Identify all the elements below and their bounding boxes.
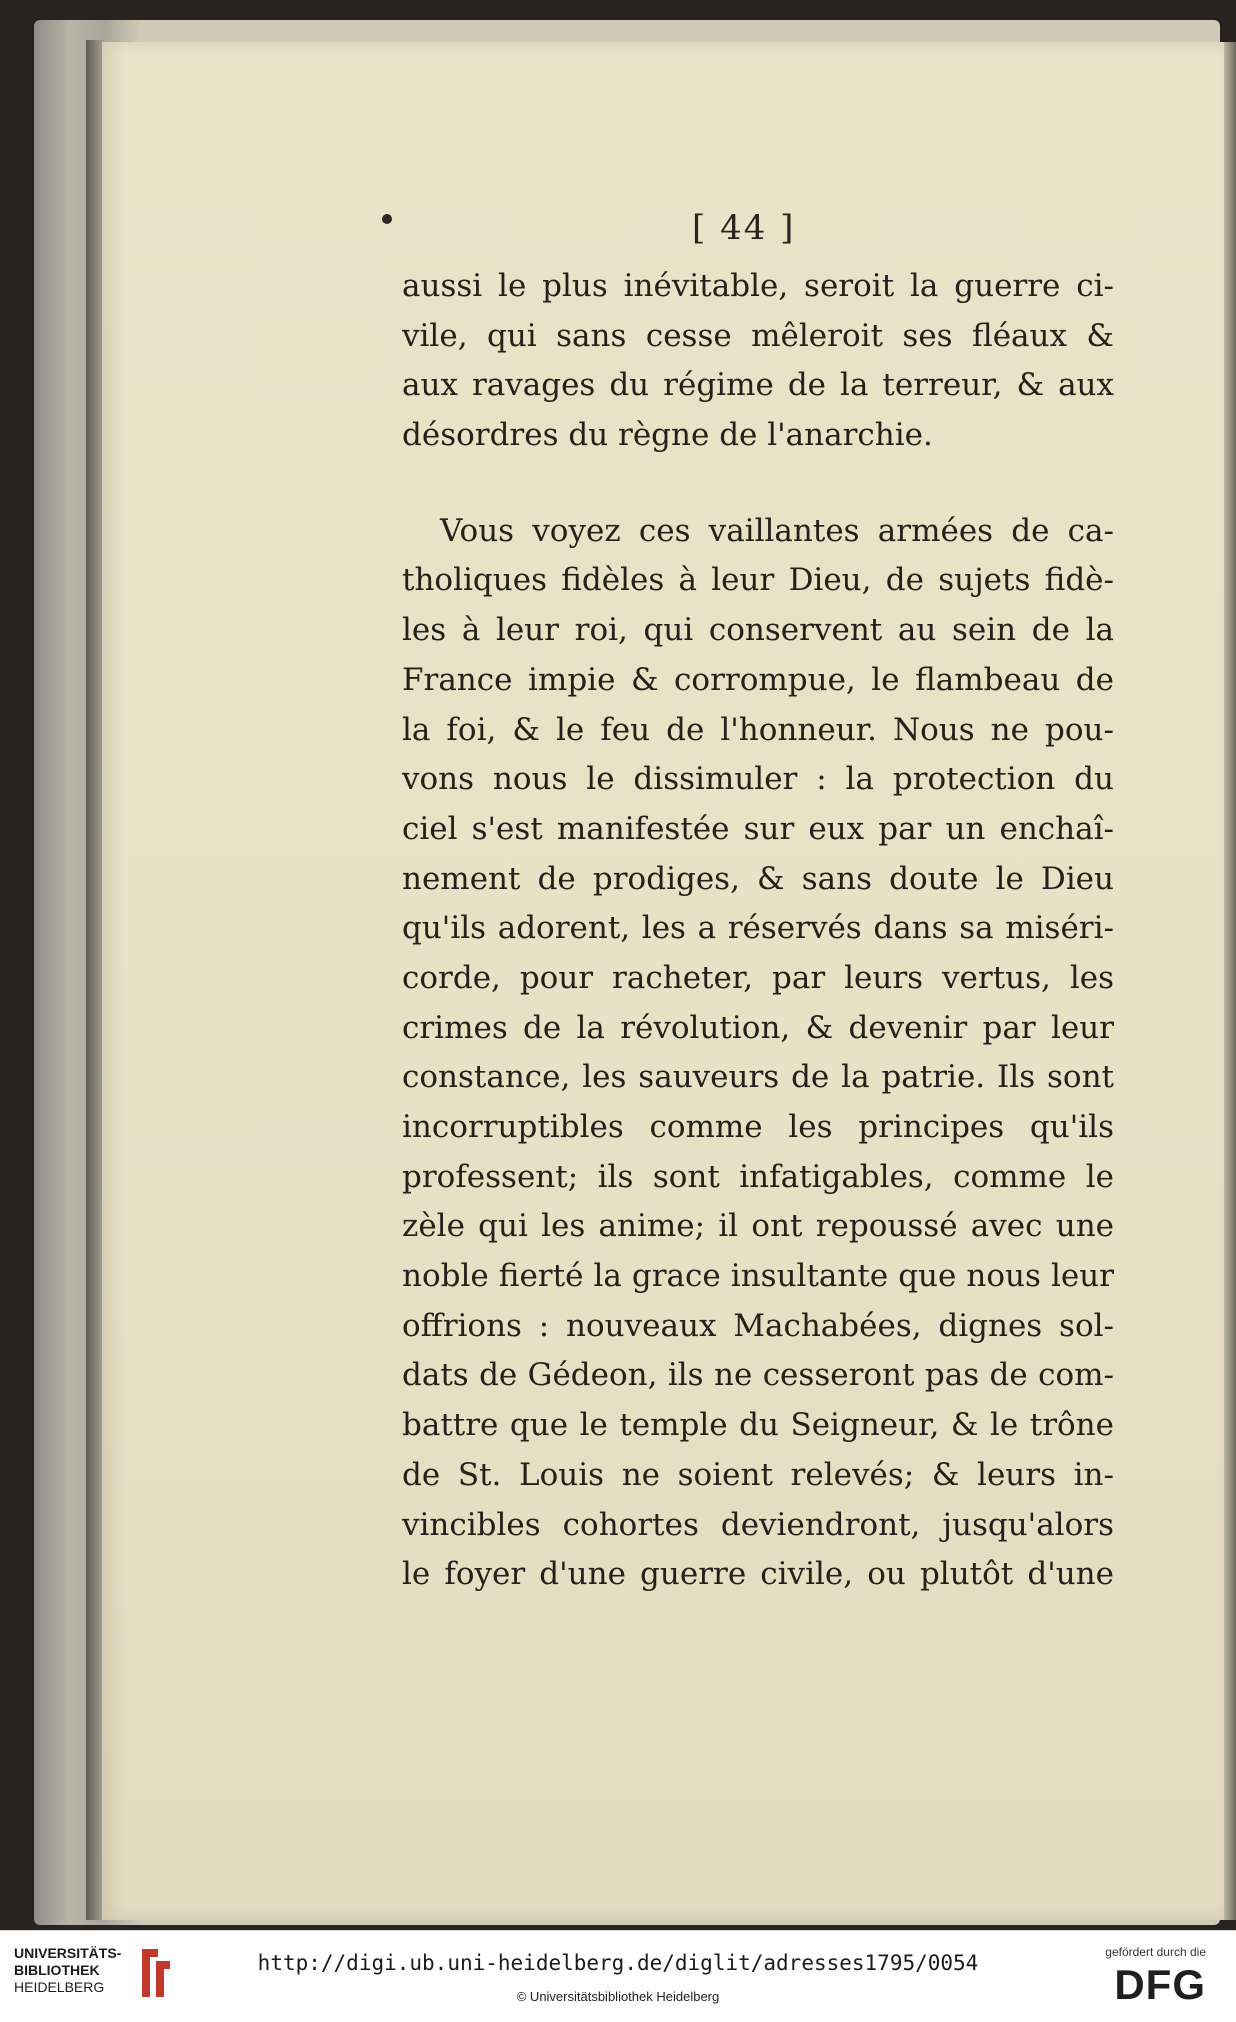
ink-spot	[382, 214, 392, 224]
text-line: professent; ils sont infatigables, comme le	[402, 1158, 1114, 1195]
page-right-edge	[1224, 42, 1236, 1920]
text-line: battre que le temple du Seigneur, & le trône	[402, 1407, 1114, 1444]
text-line: aussi le plus inévitable, seroit la guerre ci-	[402, 268, 1114, 304]
page-number: [ 44 ]	[692, 208, 796, 248]
text-line: nement de prodiges, & sans doute le Dieu	[402, 860, 1114, 897]
copyright-notice: © Universitätsbibliothek Heidelberg	[516, 1989, 720, 2004]
paragraph-gap	[402, 461, 1114, 507]
text-line: les à leur roi, qui conservent au sein de la	[402, 612, 1114, 649]
text-line: incorruptibles comme les principes qu'ils	[402, 1109, 1114, 1145]
text-line: désordres du règne de l'anarchie.	[402, 417, 933, 454]
text-line: Vous voyez ces vaillantes armées de ca-	[440, 512, 1114, 549]
text-line: vile, qui sans cesse mêleroit ses fléaux &	[402, 317, 1114, 354]
text-line: offrions : nouveaux Machabées, dignes sol-	[402, 1307, 1114, 1344]
funder-caption: gefördert durch die	[1105, 1945, 1206, 1959]
text-line: tholiques fidèles à leur Dieu, de sujets fidè-	[402, 562, 1114, 599]
dfg-logo[interactable]: DFG	[1114, 1961, 1206, 2008]
text-line: crimes de la révolution, & devenir par leur	[402, 1009, 1114, 1046]
text-line: constance, les sauveurs de la patrie. Ils sont	[402, 1059, 1114, 1096]
library-name-line3: HEIDELBERG	[14, 1979, 105, 1995]
text-line: de St. Louis ne soient relevés; & leurs in-	[402, 1456, 1114, 1493]
permalink-url[interactable]: http://digi.ub.uni-heidelberg.de/diglit/adresses1795/0054	[257, 1951, 979, 1975]
text-line: dats de Gédeon, ils ne cesseront pas de com-	[402, 1357, 1114, 1394]
text-line: vons nous le dissimuler : la protection du	[402, 761, 1114, 798]
text-line: la foi, & le feu de l'honneur. Nous ne pou-	[402, 711, 1114, 748]
text-line: ciel s'est manifestée sur eux par un enchaî-	[402, 810, 1114, 847]
text-line: noble fierté la grace insultante que nous leur	[402, 1258, 1114, 1295]
text-line: France impie & corrompue, le flambeau de	[402, 661, 1114, 698]
text-line: le foyer d'une guerre civile, ou plutôt d'une	[402, 1556, 1114, 1593]
text-line: qu'ils adorent, les a réservés dans sa miséri-	[402, 910, 1114, 947]
text-line: vincibles cohortes deviendront, jusqu'alors	[402, 1506, 1114, 1543]
text-line: aux ravages du régime de la terreur, & aux	[402, 367, 1114, 404]
library-name-line1: UNIVERSITÄTS-	[14, 1945, 122, 1961]
text-line: corde, pour racheter, par leurs vertus, les	[402, 959, 1114, 996]
library-name-line2: BIBLIOTHEK	[14, 1962, 100, 1978]
viewer-footer	[0, 1930, 1236, 2022]
page-text	[402, 262, 1114, 1600]
text-line: zèle qui les anime; il ont repoussé avec une	[402, 1208, 1114, 1245]
